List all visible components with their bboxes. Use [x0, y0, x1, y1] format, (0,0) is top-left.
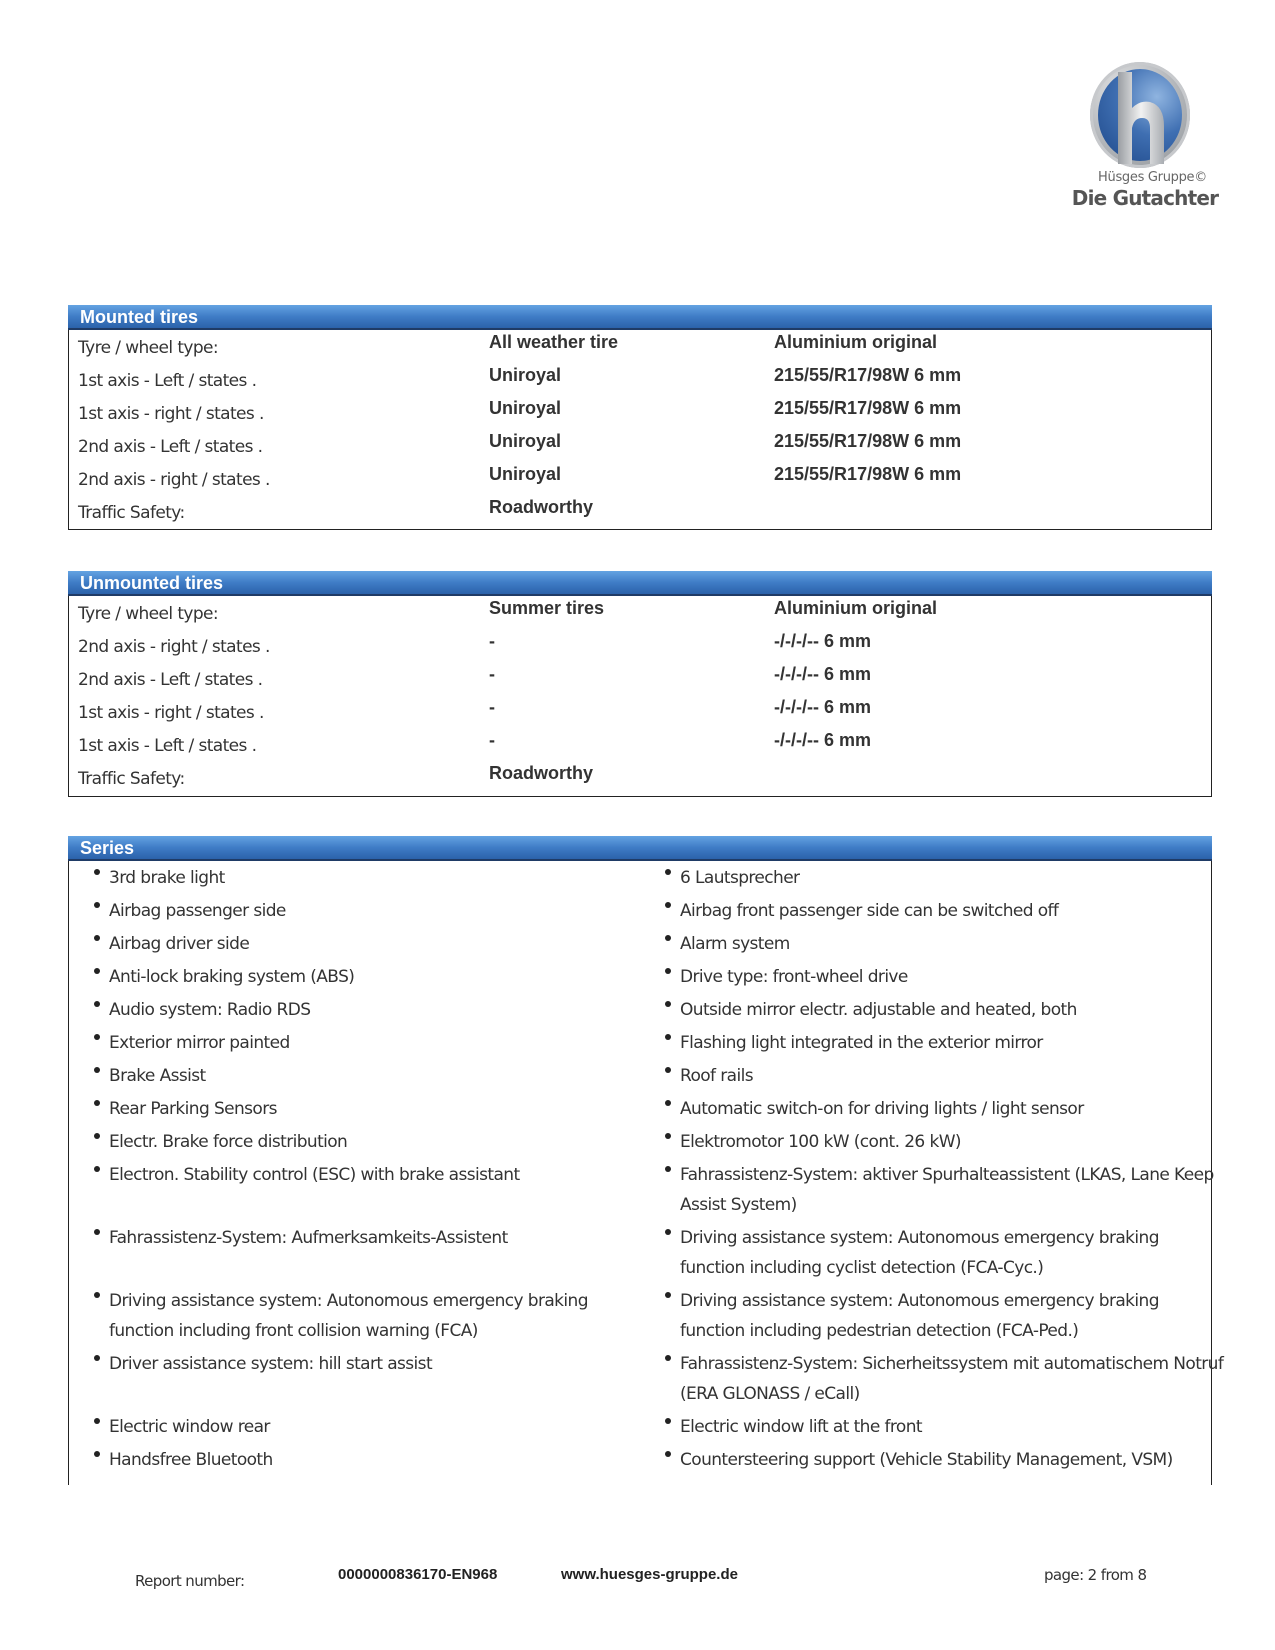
list-item [640, 929, 1225, 959]
bullet-icon [665, 1418, 671, 1424]
row-value-secondary: Aluminium original [774, 332, 938, 352]
row-label: 2nd axis - Left / states . [78, 437, 263, 457]
list-item [640, 896, 1225, 926]
list-item [640, 1223, 1225, 1283]
unmounted-tires-section [68, 571, 1212, 797]
row-value: Uniroyal [489, 431, 562, 451]
list-item-text: Elektromotor 100 kW (cont. 26 kW) [680, 1132, 961, 1152]
row-value: Uniroyal [489, 464, 562, 484]
row-value-secondary: 215/55/R17/98W 6 mm [774, 398, 962, 418]
report-number-label: Report number: [135, 1572, 245, 1590]
list-item [640, 863, 1225, 893]
table-row [69, 596, 1211, 629]
list-item [69, 1223, 654, 1253]
list-item [640, 1061, 1225, 1091]
row-value: Uniroyal [489, 365, 562, 385]
list-item [69, 962, 654, 992]
bullet-icon [94, 1229, 100, 1235]
bullet-icon [665, 1292, 671, 1298]
bullet-icon [665, 1133, 671, 1139]
bullet-icon [665, 1451, 671, 1457]
row-value-secondary: -/-/-/-- 6 mm [774, 697, 871, 717]
list-item [640, 1349, 1225, 1409]
table-row [69, 662, 1211, 695]
bullet-icon [665, 1001, 671, 1007]
bullet-icon [665, 968, 671, 974]
bullet-icon [94, 1034, 100, 1040]
table-row [69, 695, 1211, 728]
row-value-secondary: 215/55/R17/98W 6 mm [774, 365, 962, 385]
list-item-text: Driving assistance system: Autonomous emergency braking function including front collision warning (FCA) [109, 1291, 588, 1341]
row-label: 1st axis - right / states . [78, 404, 264, 424]
row-value: Uniroyal [489, 398, 562, 418]
list-item [69, 1160, 654, 1190]
bullet-icon [94, 1001, 100, 1007]
series-section [68, 836, 1224, 1485]
bullet-icon [94, 1451, 100, 1457]
bullet-icon [665, 1067, 671, 1073]
list-item-text: 6 Lautsprecher [680, 868, 800, 888]
list-item-text: Electron. Stability control (ESC) with brake assistant [109, 1165, 520, 1185]
row-value: - [489, 730, 495, 750]
row-label: Traffic Safety: [78, 503, 185, 523]
list-item [640, 1286, 1225, 1346]
table-row [69, 495, 1211, 528]
row-value: - [489, 664, 495, 684]
row-label: Tyre / wheel type: [78, 604, 219, 624]
row-label: 1st axis - Left / states . [78, 736, 257, 756]
list-item [640, 1127, 1225, 1157]
row-value: - [489, 697, 495, 717]
row-value: Roadworthy [489, 763, 594, 783]
row-value-secondary: Aluminium original [774, 598, 938, 618]
row-value-secondary: -/-/-/-- 6 mm [774, 664, 871, 684]
list-item-text: Countersteering support (Vehicle Stability Management, VSM) [680, 1450, 1173, 1470]
list-item [69, 1061, 654, 1091]
list-item-text: Exterior mirror painted [109, 1033, 290, 1053]
row-label: 1st axis - right / states . [78, 703, 264, 723]
page-indicator: page: 2 from 8 [1044, 1566, 1147, 1584]
list-item-text: Fahrassistenz-System: Sicherheitssystem mit automatischem Notruf (ERA GLONASS / eCall) [680, 1354, 1224, 1404]
logo-emblem [1090, 62, 1190, 168]
list-item [69, 929, 654, 959]
bullet-icon [665, 935, 671, 941]
list-item-text: Airbag passenger side [109, 901, 286, 921]
table-row [69, 462, 1211, 495]
bullet-icon [665, 902, 671, 908]
list-item-text: Airbag front passenger side can be switched off [680, 901, 1059, 921]
list-item-text: Roof rails [680, 1066, 753, 1086]
bullet-icon [94, 902, 100, 908]
list-item-text: Fahrassistenz-System: aktiver Spurhalteassistent (LKAS, Lane Keep Assist System) [680, 1165, 1214, 1215]
table-row [69, 429, 1211, 462]
row-value: Roadworthy [489, 497, 594, 517]
row-label: 2nd axis - right / states . [78, 637, 270, 657]
bullet-icon [94, 935, 100, 941]
bullet-icon [94, 1100, 100, 1106]
list-item [640, 1028, 1225, 1058]
page-footer [0, 1560, 1275, 1590]
row-value-secondary: -/-/-/-- 6 mm [774, 631, 871, 651]
list-item-text: Alarm system [680, 934, 790, 954]
series-list [68, 861, 1224, 1485]
list-item [69, 1127, 654, 1157]
list-item-text: Outside mirror electr. adjustable and heated, both [680, 1000, 1077, 1020]
bullet-icon [94, 1067, 100, 1073]
unmounted-tires-table [68, 596, 1212, 797]
list-item-text: Electr. Brake force distribution [109, 1132, 348, 1152]
list-item-text: Brake Assist [109, 1066, 206, 1086]
list-item [640, 1160, 1225, 1220]
bullet-icon [94, 869, 100, 875]
list-item-text: Driver assistance system: hill start assist [109, 1354, 433, 1374]
list-item-text: Flashing light integrated in the exterior mirror [680, 1033, 1043, 1053]
list-item [69, 1445, 654, 1475]
section-header: Series [68, 836, 1212, 861]
list-item [69, 1349, 654, 1379]
list-item [640, 962, 1225, 992]
row-label: 1st axis - Left / states . [78, 371, 257, 391]
list-item-text: Handsfree Bluetooth [109, 1450, 273, 1470]
list-item [640, 1094, 1225, 1124]
row-value-secondary: 215/55/R17/98W 6 mm [774, 431, 962, 451]
list-item-text: Anti-lock braking system (ABS) [109, 967, 355, 987]
logo-text-group: Hüsges Gruppe© [1098, 170, 1207, 185]
mounted-tires-section [68, 305, 1212, 530]
company-logo [1055, 58, 1225, 218]
list-item [69, 1286, 654, 1346]
list-item [69, 995, 654, 1025]
report-number: 0000000836170-EN968 [338, 1566, 498, 1583]
list-item-text: 3rd brake light [109, 868, 225, 888]
list-item-text: Automatic switch-on for driving lights / light sensor [680, 1099, 1084, 1119]
logo-h-icon [1112, 68, 1168, 166]
table-row [69, 728, 1211, 761]
table-row [69, 629, 1211, 662]
row-value-secondary: 215/55/R17/98W 6 mm [774, 464, 962, 484]
table-row [69, 396, 1211, 429]
row-label: Traffic Safety: [78, 769, 185, 789]
logo-text-tagline: Die Gutachter [1071, 186, 1219, 210]
list-item-text: Electric window lift at the front [680, 1417, 922, 1437]
bullet-icon [94, 1166, 100, 1172]
row-value-secondary: -/-/-/-- 6 mm [774, 730, 871, 750]
bullet-icon [94, 1418, 100, 1424]
bullet-icon [94, 1133, 100, 1139]
bullet-icon [665, 869, 671, 875]
list-item-text: Rear Parking Sensors [109, 1099, 277, 1119]
table-row [69, 330, 1211, 363]
table-row [69, 363, 1211, 396]
list-item [69, 1094, 654, 1124]
list-item-text: Electric window rear [109, 1417, 270, 1437]
row-value: - [489, 631, 495, 651]
row-value: All weather tire [489, 332, 619, 352]
row-value: Summer tires [489, 598, 605, 618]
list-item-text: Drive type: front-wheel drive [680, 967, 908, 987]
list-item [69, 863, 654, 893]
bullet-icon [665, 1100, 671, 1106]
list-item-text: Fahrassistenz-System: Aufmerksamkeits-Assistent [109, 1228, 508, 1248]
list-item-text: Driving assistance system: Autonomous emergency braking function including cyclist detection (FCA-Cyc.) [680, 1228, 1159, 1278]
list-item [640, 995, 1225, 1025]
table-row [69, 761, 1211, 794]
list-item [69, 1028, 654, 1058]
list-item [640, 1445, 1225, 1475]
section-header: Mounted tires [68, 305, 1212, 330]
row-label: 2nd axis - Left / states . [78, 670, 263, 690]
bullet-icon [665, 1034, 671, 1040]
row-label: Tyre / wheel type: [78, 338, 219, 358]
bullet-icon [665, 1229, 671, 1235]
bullet-icon [94, 1292, 100, 1298]
mounted-tires-table [68, 330, 1212, 530]
website-link[interactable]: www.huesges-gruppe.de [561, 1566, 738, 1583]
list-item-text: Audio system: Radio RDS [109, 1000, 311, 1020]
section-header: Unmounted tires [68, 571, 1212, 596]
list-item-text: Driving assistance system: Autonomous emergency braking function including pedestrian detection (FCA-Ped.) [680, 1291, 1159, 1341]
list-item-text: Airbag driver side [109, 934, 250, 954]
bullet-icon [94, 1355, 100, 1361]
bullet-icon [94, 968, 100, 974]
list-item [69, 896, 654, 926]
bullet-icon [665, 1166, 671, 1172]
list-item [69, 1412, 654, 1442]
row-label: 2nd axis - right / states . [78, 470, 270, 490]
bullet-icon [665, 1355, 671, 1361]
list-item [640, 1412, 1225, 1442]
